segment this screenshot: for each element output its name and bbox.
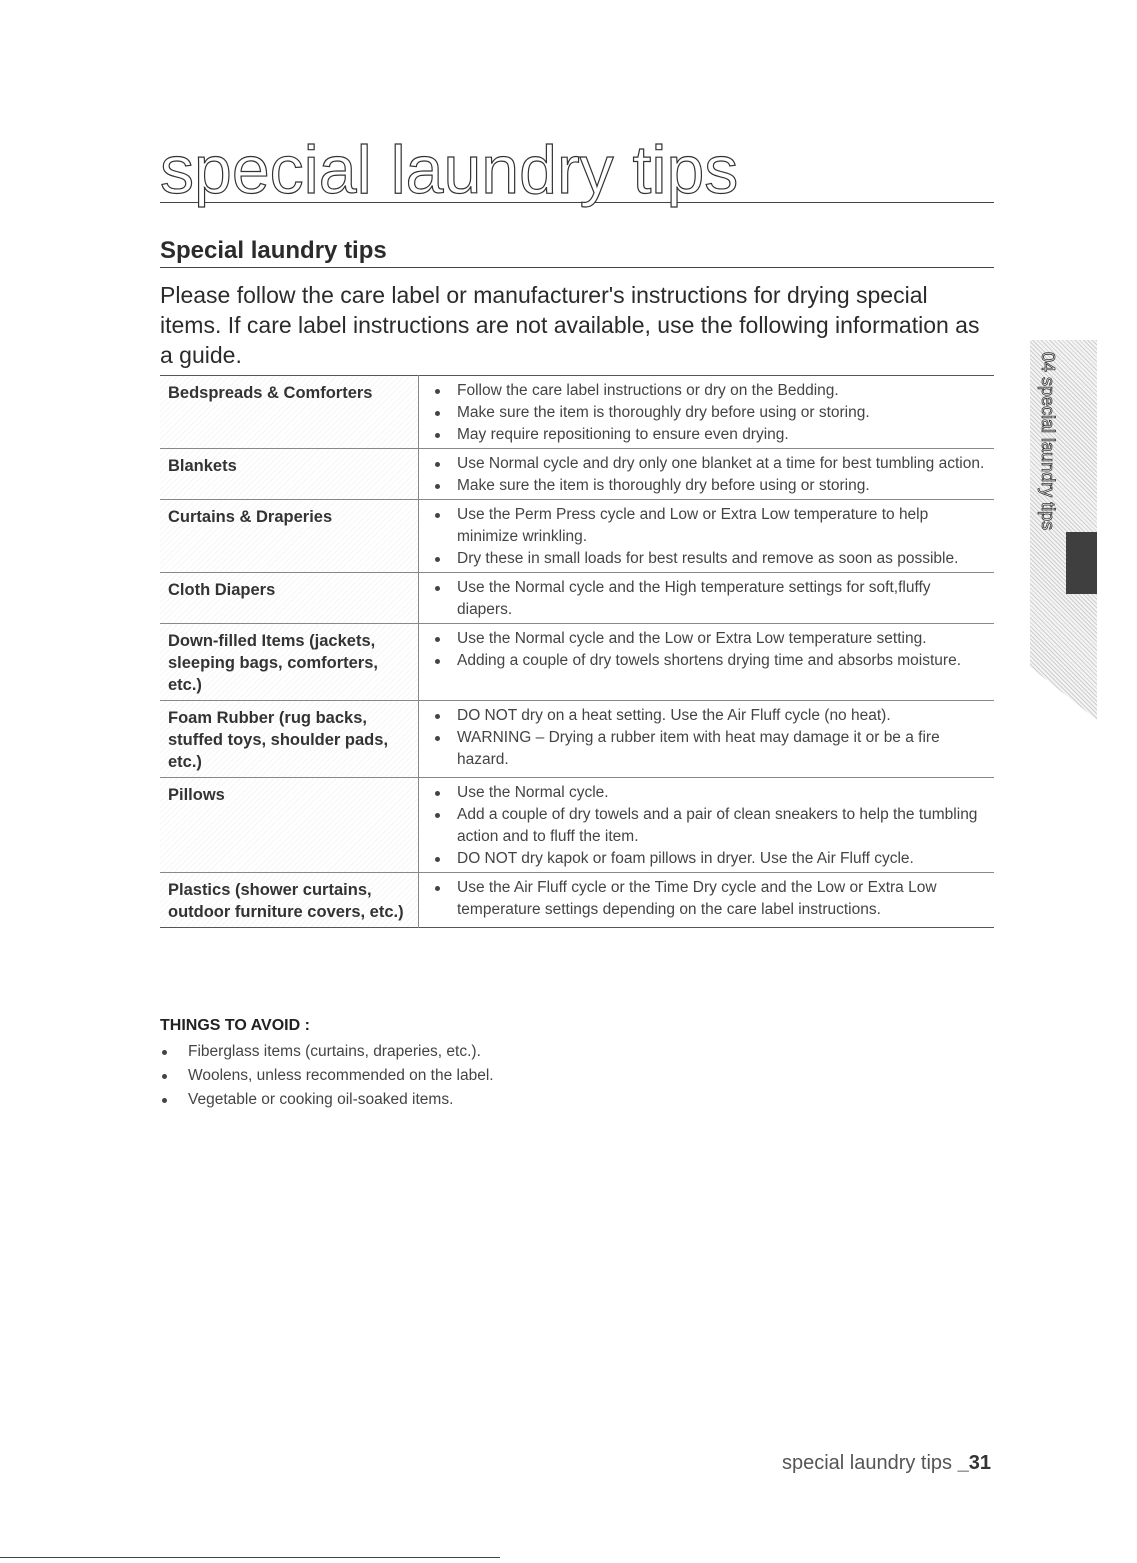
tip-item: DO NOT dry kapok or foam pillows in dryer. Use the Air Fluff cycle. — [433, 848, 988, 870]
table-row — [160, 376, 994, 449]
table-row — [160, 873, 994, 928]
item-tips — [419, 376, 995, 449]
footer-label: special laundry tips — [781, 1452, 958, 1474]
avoid-item: Fiberglass items (curtains, draperies, etc.). — [160, 1040, 494, 1064]
page-title: special laundry tips — [160, 138, 994, 203]
table-row — [160, 701, 994, 778]
table-row — [160, 573, 994, 624]
item-tips — [419, 573, 995, 624]
item-name: Down-filled Items (jackets, sleeping bags, comforters, etc.) — [160, 624, 419, 701]
intro-paragraph: Please follow the care label or manufacturer's instructions for drying special items. If care label instructions are not available, use the following information as a guide. — [160, 282, 980, 368]
table-row — [160, 624, 994, 701]
item-tips — [419, 449, 995, 500]
avoid-item: Vegetable or cooking oil-soaked items. — [160, 1088, 494, 1112]
tip-item: Dry these in small loads for best results and remove as soon as possible. — [433, 548, 988, 570]
table-row — [160, 449, 994, 500]
things-to-avoid-heading: THINGS TO AVOID : — [160, 1017, 310, 1034]
tip-item: Use Normal cycle and dry only one blanket at a time for best tumbling action. — [433, 453, 988, 475]
table-row — [160, 500, 994, 573]
chapter-tab-label: 04 special laundry tips — [1038, 352, 1058, 531]
section-heading: Special laundry tips — [160, 237, 994, 268]
tip-item: Use the Air Fluff cycle or the Time Dry cycle and the Low or Extra Low temperature settings depending on the care label instructions. — [433, 877, 988, 921]
tip-item: Use the Perm Press cycle and Low or Extra Low temperature to help minimize wrinkling. — [433, 504, 988, 548]
things-to-avoid-list — [160, 1040, 494, 1112]
tip-item: WARNING – Drying a rubber item with heat may damage it or be a fire hazard. — [433, 727, 988, 771]
table-row — [160, 778, 994, 873]
avoid-item: Woolens, unless recommended on the label. — [160, 1064, 494, 1088]
item-name: Cloth Diapers — [160, 573, 419, 624]
tip-item: Use the Normal cycle and the Low or Extra Low temperature setting. — [433, 628, 988, 650]
tip-item: Make sure the item is thoroughly dry before using or storing. — [433, 475, 988, 497]
item-name: Bedspreads & Comforters — [160, 376, 419, 449]
item-name: Curtains & Draperies — [160, 500, 419, 573]
page-footer — [782, 1452, 991, 1475]
item-tips — [419, 624, 995, 701]
tip-item: May require repositioning to ensure even drying. — [433, 424, 988, 446]
tip-item: Use the Normal cycle and the High temperature settings for soft,fluffy diapers. — [433, 577, 988, 621]
tip-item: Follow the care label instructions or dry on the Bedding. — [433, 380, 988, 402]
item-name: Plastics (shower curtains, outdoor furniture covers, etc.) — [160, 873, 419, 928]
item-tips — [419, 500, 995, 573]
item-name: Blankets — [160, 449, 419, 500]
chapter-tab-marker — [1066, 532, 1097, 594]
tip-item: Use the Normal cycle. — [433, 782, 988, 804]
item-name: Pillows — [160, 778, 419, 873]
item-tips — [419, 701, 995, 778]
tip-item: DO NOT dry on a heat setting. Use the Air Fluff cycle (no heat). — [433, 705, 988, 727]
bottom-rule — [0, 1557, 500, 1558]
item-tips — [419, 778, 995, 873]
page-number: _31 — [957, 1452, 991, 1474]
special-laundry-tips-table — [160, 375, 994, 928]
tip-item: Add a couple of dry towels and a pair of clean sneakers to help the tumbling action and to fluff the item. — [433, 804, 988, 848]
tip-item: Adding a couple of dry towels shortens drying time and absorbs moisture. — [433, 650, 988, 672]
item-tips — [419, 873, 995, 928]
tip-item: Make sure the item is thoroughly dry before using or storing. — [433, 402, 988, 424]
item-name: Foam Rubber (rug backs, stuffed toys, shoulder pads, etc.) — [160, 701, 419, 778]
